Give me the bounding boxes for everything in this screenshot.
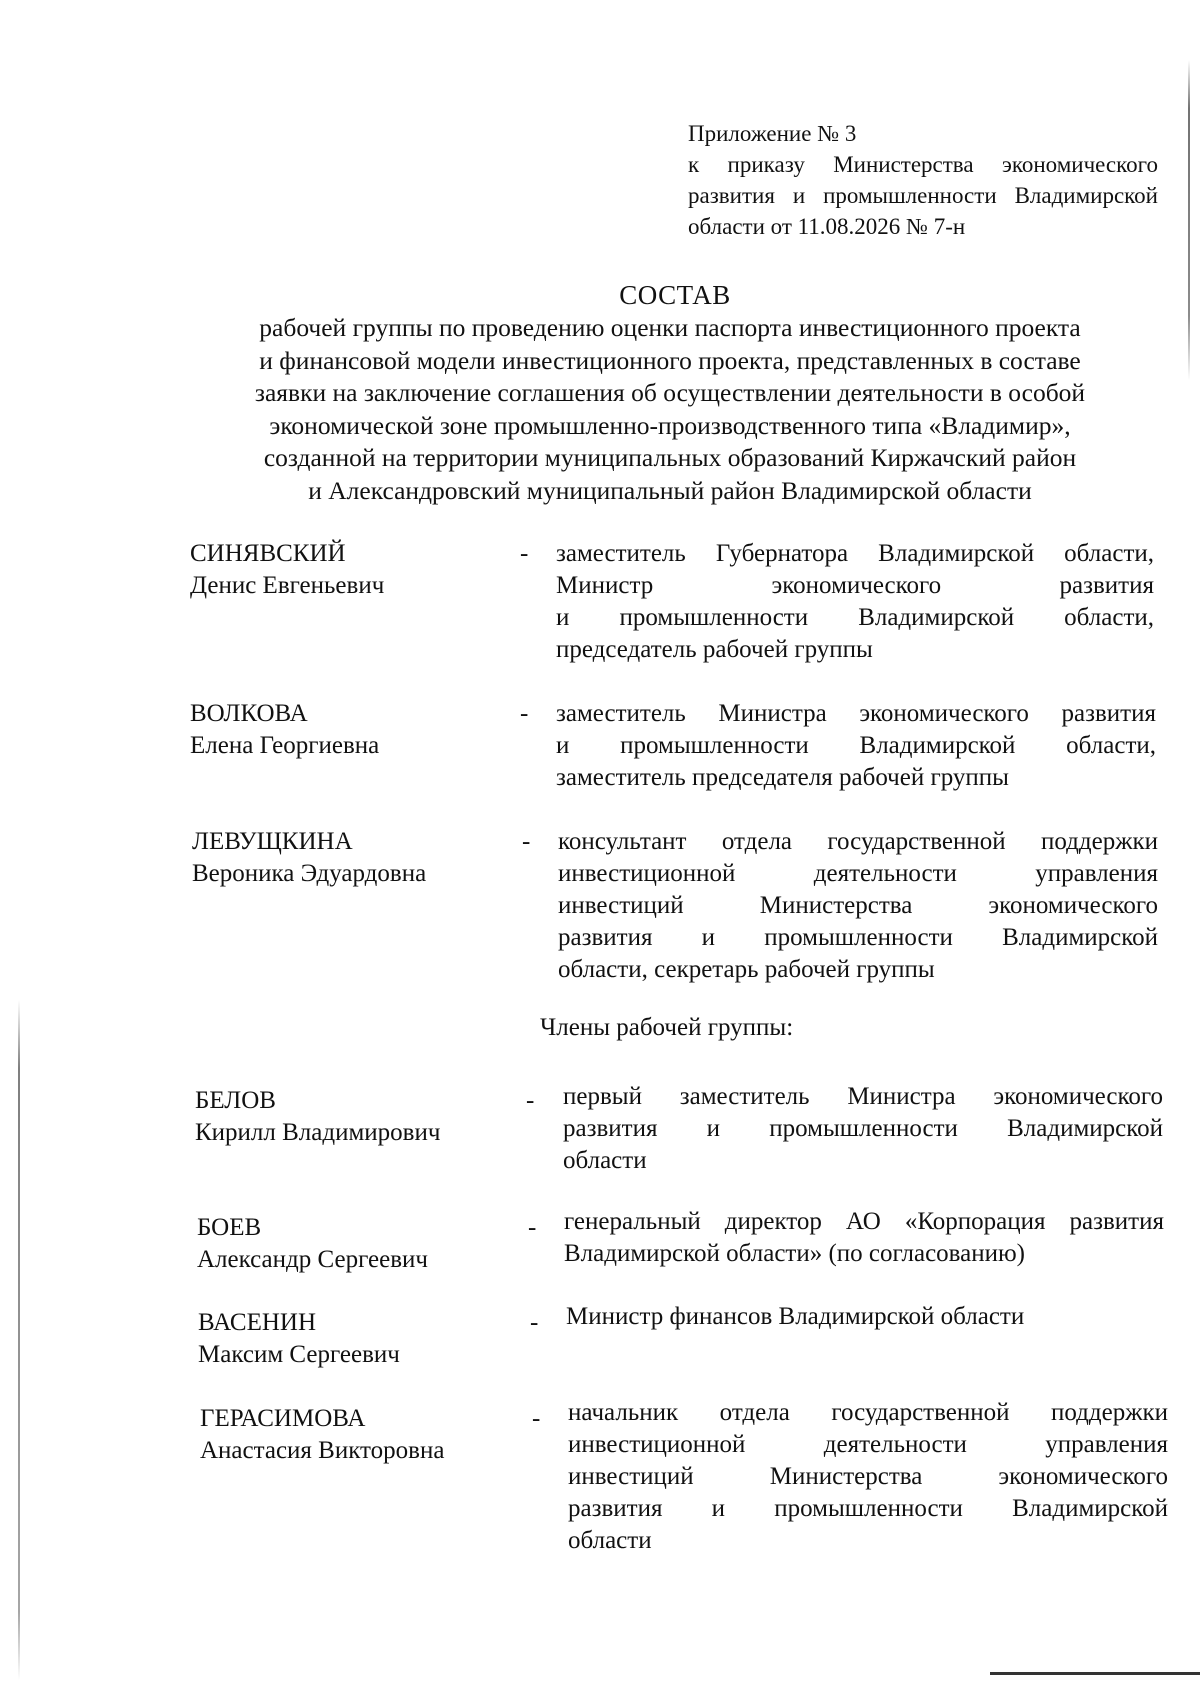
role-line: и промышленности Владимирской области, (556, 732, 1156, 759)
appendix-line: области от 11.08.2026 № 7-н (688, 214, 966, 239)
role-line: инвестиционной деятельности управления (558, 860, 1158, 887)
appendix-header (688, 118, 1158, 242)
role-line: инвестиций Министерства экономического (568, 1463, 1168, 1490)
member-surname: БОЕВ (197, 1214, 262, 1241)
member-given-names: Кирилл Владимирович (195, 1119, 441, 1146)
subtitle-line: экономической зоне промышленно-производственного типа «Владимир», (269, 410, 1071, 440)
scan-edge-artifact (1188, 60, 1190, 380)
member-surname: БЕЛОВ (195, 1087, 276, 1114)
role-line: развития и промышленности Владимирской (563, 1115, 1163, 1142)
subtitle-line: созданной на территории муниципальных образований Киржачский район (263, 443, 1077, 472)
members-section-heading: Члены рабочей группы: (540, 1014, 794, 1041)
role-line: Министр экономического развития (556, 572, 1154, 599)
appendix-line: Приложение № 3 (688, 121, 857, 146)
subtitle-line: и Александровский муниципальный район Владимирской области (308, 475, 1032, 505)
role-line: генеральный директор АО «Корпорация развития (564, 1208, 1164, 1235)
member-surname: ЛЕВУЩКИНА (192, 828, 353, 855)
document-subtitle (200, 312, 1140, 507)
member-role (563, 1081, 1163, 1177)
role-line: области (568, 1527, 652, 1554)
role-line: развития и промышленности Владимирской (558, 924, 1158, 951)
role-line: и промышленности Владимирской области, (556, 604, 1154, 631)
role-line: инвестиций Министерства экономического (558, 892, 1158, 919)
member-dash: - (520, 540, 529, 567)
member-role (556, 698, 1156, 794)
appendix-line: развития и промышленности Владимирской (688, 183, 1158, 208)
member-surname: ГЕРАСИМОВА (200, 1405, 366, 1432)
role-line: заместитель Министра экономического развития (556, 700, 1156, 727)
member-role (568, 1397, 1168, 1557)
member-given-names: Елена Георгиевна (190, 732, 380, 759)
member-role (566, 1301, 1166, 1333)
role-line: начальник отдела государственной поддержки (568, 1399, 1168, 1426)
member-surname: ВАСЕНИН (198, 1309, 317, 1336)
member-given-names: Вероника Эдуардовна (192, 860, 427, 887)
member-dash: - (532, 1405, 541, 1432)
member-surname: ВОЛКОВА (190, 700, 308, 727)
scan-edge-artifact (18, 1000, 20, 1680)
member-surname: СИНЯВСКИЙ (190, 540, 346, 567)
role-line: заместитель председателя рабочей группы (556, 764, 1009, 791)
role-line: консультант отдела государственной поддержки (558, 828, 1158, 855)
member-dash: - (520, 700, 529, 727)
member-dash: - (528, 1214, 537, 1241)
role-line: Владимирской области» (по согласованию) (564, 1240, 1025, 1267)
member-role (564, 1206, 1164, 1270)
role-line: области (563, 1147, 647, 1174)
member-dash: - (530, 1309, 539, 1336)
role-line: развития и промышленности Владимирской (568, 1495, 1168, 1522)
role-line: области, секретарь рабочей группы (558, 956, 935, 983)
member-given-names: Денис Евгеньевич (190, 572, 385, 599)
member-role (556, 538, 1154, 666)
member-given-names: Анастасия Викторовна (200, 1437, 445, 1464)
subtitle-line: заявки на заключение соглашения об осуществлении деятельности в особой (254, 378, 1086, 407)
role-line: председатель рабочей группы (556, 636, 873, 663)
role-line: первый заместитель Министра экономического (563, 1083, 1163, 1110)
member-given-names: Максим Сергеевич (198, 1341, 400, 1368)
role-line: заместитель Губернатора Владимирской области, (556, 540, 1154, 567)
member-dash: - (526, 1087, 535, 1114)
scan-edge-artifact (990, 1672, 1200, 1675)
subtitle-line: рабочей группы по проведению оценки паспорта инвестиционного проекта (259, 313, 1081, 342)
appendix-line: к приказу Министерства экономического (688, 152, 1158, 177)
member-given-names: Александр Сергеевич (197, 1246, 428, 1273)
role-line: Министр финансов Владимирской области (566, 1303, 1025, 1330)
member-dash: - (522, 828, 531, 855)
member-role (558, 826, 1158, 986)
subtitle-line: и финансовой модели инвестиционного проекта, представленных в составе (259, 345, 1081, 375)
role-line: инвестиционной деятельности управления (568, 1431, 1168, 1458)
document-title: СОСТАВ (619, 280, 731, 310)
